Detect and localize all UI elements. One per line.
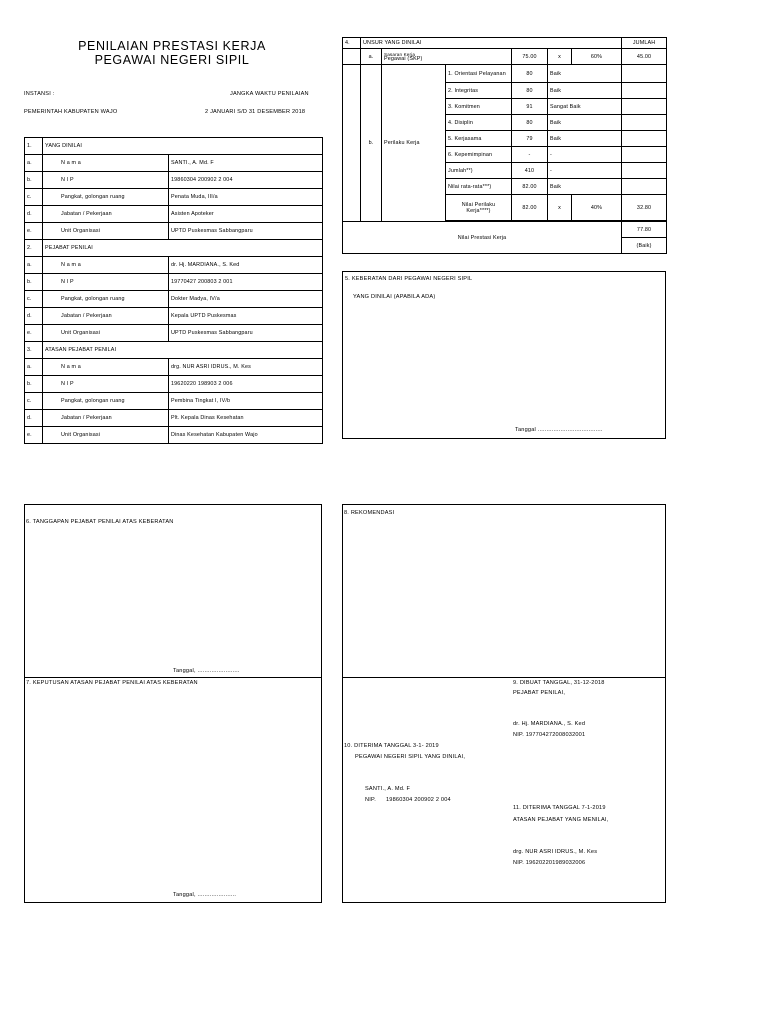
row-value: Pembina Tingkat I, IV/b — [169, 393, 323, 410]
behavior-name: Nilai rata-rata***) — [446, 179, 512, 195]
row-key: e. — [25, 427, 43, 444]
row-key: e. — [25, 325, 43, 342]
row-key: a. — [25, 155, 43, 172]
dibuat-tanggal: 9. DIBUAT TANGGAL, 31-12-2018 — [513, 680, 605, 686]
behavior-category: Baik — [548, 83, 622, 99]
diterima-atasan-tanggal: 11. DITERIMA TANGGAL 7-1-2019 — [513, 805, 606, 811]
nilai-perilaku-label-2: Kerja****) — [466, 207, 491, 214]
row-value: 19620220 198903 2 006 — [169, 376, 323, 393]
skp-label-main: Pegawai (SKP) — [384, 55, 423, 62]
behavior-score: 410 — [512, 163, 548, 179]
behavior-name: 5. Kerjasama — [446, 131, 512, 147]
pns-nip: 19860304 200902 2 004 — [386, 797, 451, 803]
section-title: YANG DINILAI — [43, 138, 323, 155]
behavior-category: Baik — [548, 65, 622, 83]
row-label: N a m a — [43, 257, 169, 274]
behavior-category: Baik — [548, 179, 622, 195]
row-key: d. — [25, 206, 43, 223]
identity-row — [25, 410, 323, 427]
behavior-score: 80 — [512, 83, 548, 99]
row-value: SANTI., A. Md. F — [169, 155, 323, 172]
identity-row — [25, 376, 323, 393]
tanggapan-title: 6. TANGGAPAN PEJABAT PENILAI ATAS KEBERATAN — [26, 519, 174, 525]
row-value: Penata Muda, III/a — [169, 189, 323, 206]
skp-total: 45.00 — [622, 49, 667, 65]
row-value: dr. Hj. MARDIANA., S. Ked — [169, 257, 323, 274]
behavior-category: - — [548, 163, 622, 179]
behavior-name: 2. Integritas — [446, 83, 512, 99]
pns-nip-label: NIP. — [365, 797, 376, 803]
pejabat-penilai-name: dr. Hj. MARDIANA., S. Ked — [513, 721, 586, 727]
skp-x: x — [548, 49, 572, 65]
row-key: a. — [25, 359, 43, 376]
behavior-score: 91 — [512, 99, 548, 115]
section-title: PEJABAT PENILAI — [43, 240, 323, 257]
pejabat-penilai-label: PEJABAT PENILAI, — [513, 690, 566, 696]
behavior-category: Baik — [548, 115, 622, 131]
keberatan-box — [342, 271, 666, 439]
diterima-pns-tanggal: 10. DITERIMA TANGGAL 3-1- 2019 — [344, 743, 439, 749]
identity-row — [25, 172, 323, 189]
keberatan-tanggal: Tanggal ..................................... — [515, 427, 603, 433]
row-label: N a m a — [43, 155, 169, 172]
row-value: drg. NUR ASRI IDRUS., M. Kes — [169, 359, 323, 376]
evaluation-table — [342, 37, 667, 254]
identity-table — [24, 137, 323, 444]
row-value: 19770427 200803 2 001 — [169, 274, 323, 291]
row-key: a. — [25, 257, 43, 274]
nilai-perilaku-value: 82.00 — [512, 195, 548, 221]
row-label: Jabatan / Pekerjaan — [43, 410, 169, 427]
skp-label — [382, 49, 512, 65]
section-number: 1. — [25, 138, 43, 155]
title-line-2: PEGAWAI NEGERI SIPIL — [94, 53, 250, 67]
row-label: Pangkat, golongan ruang — [43, 393, 169, 410]
eval-no: 4. — [343, 38, 361, 49]
eval-jumlah-header: JUMLAH — [622, 38, 667, 49]
nilai-prestasi-value: 77.80 — [622, 222, 667, 238]
pejabat-penilai-nip: NIP. 197704272008032001 — [513, 732, 586, 738]
section-number: 3. — [25, 342, 43, 359]
skp-value: 75.00 — [512, 49, 548, 65]
row-key: b. — [25, 376, 43, 393]
skp-key: a. — [361, 49, 382, 65]
keputusan-box — [24, 677, 322, 903]
identity-row — [25, 189, 323, 206]
behavior-category: Baik — [548, 131, 622, 147]
document-title — [60, 39, 284, 67]
row-key: e. — [25, 223, 43, 240]
row-key: b. — [25, 274, 43, 291]
atasan-name: drg. NUR ASRI IDRUS., M. Kes — [513, 849, 598, 855]
behavior-category: Sangat Baik — [548, 99, 622, 115]
row-key: b. — [25, 172, 43, 189]
row-label: Jabatan / Pekerjaan — [43, 206, 169, 223]
nilai-perilaku-x: x — [548, 195, 572, 221]
nilai-prestasi-category: (Baik) — [622, 238, 667, 254]
identity-row — [25, 155, 323, 172]
behavior-name: 6. Kepemimpinan — [446, 147, 512, 163]
identity-row — [25, 223, 323, 240]
row-key: c. — [25, 291, 43, 308]
row-value: UPTD Puskesmas Sabbangparu — [169, 325, 323, 342]
row-label: Unit Organisasi — [43, 325, 169, 342]
row-label: Pangkat, golongan ruang — [43, 189, 169, 206]
row-value: Kepala UPTD Puskesmas — [169, 308, 323, 325]
title-line-1: PENILAIAN PRESTASI KERJA — [78, 39, 266, 53]
identity-row — [25, 427, 323, 444]
behavior-score: - — [512, 147, 548, 163]
skp-pct: 60% — [572, 49, 622, 65]
identity-row — [25, 393, 323, 410]
skp-label-top: Sasaran Kerja — [384, 51, 416, 57]
nilai-perilaku-pct: 40% — [572, 195, 622, 221]
row-label: N I P — [43, 376, 169, 393]
identity-row — [25, 206, 323, 223]
row-label: Unit Organisasi — [43, 223, 169, 240]
atasan-nip: NIP. 196202201989032006 — [513, 860, 586, 866]
identity-row — [25, 291, 323, 308]
pns-dinilai-label: PEGAWAI NEGERI SIPIL YANG DINILAI, — [355, 754, 466, 760]
row-label: Unit Organisasi — [43, 427, 169, 444]
jangka-value: 2 JANUARI S/D 31 DESEMBER 2018 — [205, 109, 306, 115]
behavior-score: 80 — [512, 65, 548, 83]
identity-row — [25, 359, 323, 376]
keberatan-title: 5. KEBERATAN DARI PEGAWAI NEGERI SIPIL — [345, 276, 473, 282]
eval-header: UNSUR YANG DINILAI — [361, 38, 622, 49]
row-value: UPTD Puskesmas Sabbangparu — [169, 223, 323, 240]
behavior-name: 4. Disiplin — [446, 115, 512, 131]
section-title: ATASAN PEJABAT PENILAI — [43, 342, 323, 359]
instansi-label: INSTANSI : — [24, 91, 55, 97]
perilaku-key: b. — [361, 65, 382, 222]
behavior-score: 80 — [512, 115, 548, 131]
row-value: Dokter Madya, IV/a — [169, 291, 323, 308]
row-label: N I P — [43, 172, 169, 189]
tanggapan-box — [24, 504, 322, 678]
signatures-box — [342, 677, 666, 903]
atasan-label: ATASAN PEJABAT YANG MENILAI, — [513, 817, 609, 823]
behavior-name: 3. Komitmen — [446, 99, 512, 115]
row-label: Pangkat, golongan ruang — [43, 291, 169, 308]
perilaku-label: Perilaku Kerja — [382, 65, 446, 222]
tanggapan-tanggal: Tanggal, ........................ — [173, 668, 240, 674]
row-label: N a m a — [43, 359, 169, 376]
row-value: 19860304 200902 2 004 — [169, 172, 323, 189]
row-label: N I P — [43, 274, 169, 291]
row-value: Plt. Kepala Dinas Kesehatan — [169, 410, 323, 427]
rekomendasi-title: 8. REKOMENDASI — [344, 510, 395, 516]
keputusan-tanggal: Tanggal, ...................... — [173, 892, 237, 898]
row-key: d. — [25, 308, 43, 325]
behavior-score: 82.00 — [512, 179, 548, 195]
nilai-prestasi-label: Nilai Prestasi Kerja — [343, 222, 622, 254]
identity-row — [25, 257, 323, 274]
identity-row — [25, 274, 323, 291]
jangka-label: JANGKA WAKTU PENILAIAN — [230, 91, 309, 97]
behavior-score: 79 — [512, 131, 548, 147]
nilai-perilaku-total: 32.80 — [622, 195, 667, 221]
row-key: c. — [25, 393, 43, 410]
row-label: Jabatan / Pekerjaan — [43, 308, 169, 325]
rekomendasi-box — [342, 504, 666, 678]
pns-name: SANTI., A. Md. F — [365, 786, 411, 792]
identity-row — [25, 308, 323, 325]
nilai-perilaku-label — [446, 195, 512, 221]
behavior-category: - — [548, 147, 622, 163]
behavior-name: 1. Orientasi Pelayanan — [446, 65, 512, 83]
behavior-name: Jumlah**) — [446, 163, 512, 179]
instansi-value: PEMERINTAH KABUPATEN WAJO — [24, 109, 118, 115]
row-value: Asisten Apoteker — [169, 206, 323, 223]
keberatan-subtitle: YANG DINILAI (APABILA ADA) — [353, 294, 436, 300]
row-key: c. — [25, 189, 43, 206]
identity-row — [25, 325, 323, 342]
keputusan-title: 7. KEPUTUSAN ATASAN PEJABAT PENILAI ATAS KEBERATAN — [26, 680, 198, 686]
nilai-perilaku-label-1: Nilai Perilaku — [461, 201, 496, 208]
row-value: Dinas Kesehatan Kabupaten Wajo — [169, 427, 323, 444]
row-key: d. — [25, 410, 43, 427]
section-number: 2. — [25, 240, 43, 257]
